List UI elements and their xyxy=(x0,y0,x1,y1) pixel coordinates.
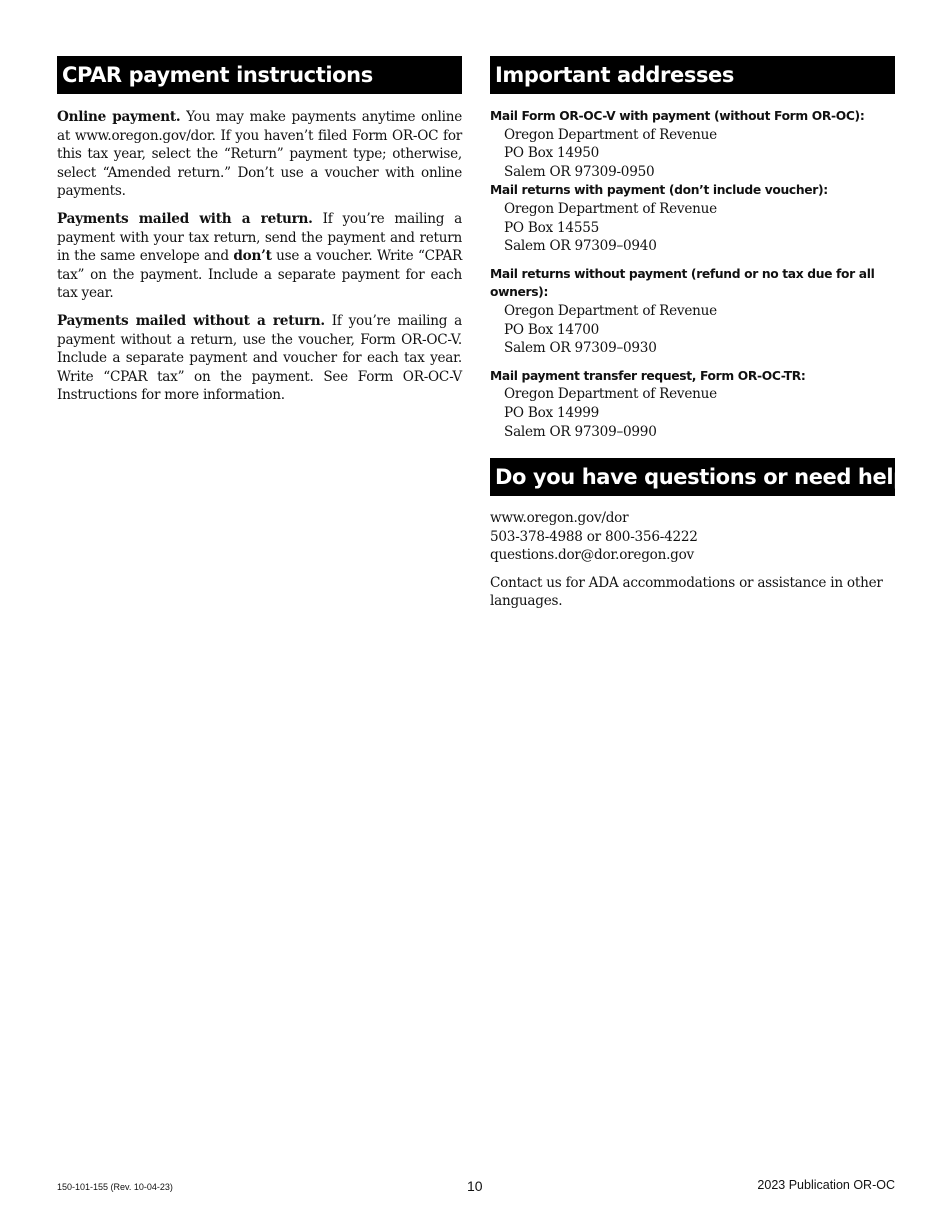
website-link[interactable]: www.oregon.gov/dor xyxy=(490,510,629,527)
address-line: Oregon Department of Revenue xyxy=(504,200,717,217)
payment-instructions-column xyxy=(57,56,462,405)
mailed-with-return-lead: Payments mailed with a return. xyxy=(57,210,313,227)
address-line: PO Box 14950 xyxy=(504,145,600,162)
help-heading: Do you have questions or need help? xyxy=(490,458,895,496)
addresses-column xyxy=(490,56,920,611)
mailed-without-return-text: If you’re mailing a payment without a return, use the voucher, Form OR-OC-V. Include a separate payment and voucher for each tax year. Write “CPAR tax” on the payment. See Form OR-OC-V Instructions for more information. xyxy=(57,312,462,404)
help-contacts xyxy=(490,509,895,565)
address-title: Mail returns with payment (don’t include voucher): xyxy=(490,183,828,198)
address-title: Mail returns without payment (refund or no tax due for all owners): xyxy=(490,266,875,300)
address-title: Mail payment transfer request, Form OR-OC-TR: xyxy=(490,368,806,383)
address-block xyxy=(490,265,895,358)
address-line: Salem OR 97309–0990 xyxy=(504,423,657,440)
address-line: Oregon Department of Revenue xyxy=(504,386,717,403)
address-line: Salem OR 97309-0950 xyxy=(504,163,655,180)
address-block xyxy=(490,367,895,441)
address-line: PO Box 14555 xyxy=(504,219,600,236)
address-block xyxy=(490,107,895,181)
email-link[interactable]: questions.dor@dor.oregon.gov xyxy=(490,547,694,564)
mailed-without-return-paragraph xyxy=(57,312,462,405)
page-number: 10 xyxy=(467,1178,483,1194)
mailed-with-return-text-a: If you’re mailing a payment with your tax return, send the payment and return in the same envelope and xyxy=(57,210,462,265)
ada-notice: Contact us for ADA accommodations or assistance in other languages. xyxy=(490,574,883,610)
address-line: PO Box 14999 xyxy=(504,404,600,421)
online-payment-lead: Online payment. xyxy=(57,109,181,125)
form-number: 150-101-155 (Rev. 10-04-23) xyxy=(57,1182,173,1192)
important-addresses-heading: Important addresses xyxy=(490,56,895,94)
address-line: PO Box 14700 xyxy=(504,321,600,338)
address-line: Salem OR 97309–0940 xyxy=(504,238,657,255)
address-block xyxy=(490,181,895,255)
mailed-with-return-emphasis: don’t xyxy=(233,248,272,265)
mailed-with-return-paragraph xyxy=(57,210,462,303)
payment-instructions-heading: CPAR payment instructions xyxy=(57,56,462,94)
mailed-with-return-text-b: use a voucher. Write “CPAR tax” on the payment. Include a separate payment for each tax year. xyxy=(57,248,462,302)
mailed-without-return-lead: Payments mailed without a return. xyxy=(57,312,325,329)
address-line: Salem OR 97309–0930 xyxy=(504,340,657,357)
publication-title: 2023 Publication OR-OC xyxy=(757,1178,895,1192)
online-payment-paragraph xyxy=(57,108,462,201)
address-line: Oregon Department of Revenue xyxy=(504,126,717,143)
phone-numbers: 503-378-4988 or 800-356-4222 xyxy=(490,528,698,545)
address-title: Mail Form OR-OC-V with payment (without Form OR-OC): xyxy=(490,109,865,123)
online-payment-text: You may make payments anytime online at www.oregon.gov/dor. If you haven’t filed Form OR-OC for this tax year, select the “Return” payment type; otherwise, select “Amended return.” Don’t use a voucher with online payments. xyxy=(57,109,462,200)
address-line: Oregon Department of Revenue xyxy=(504,302,717,319)
